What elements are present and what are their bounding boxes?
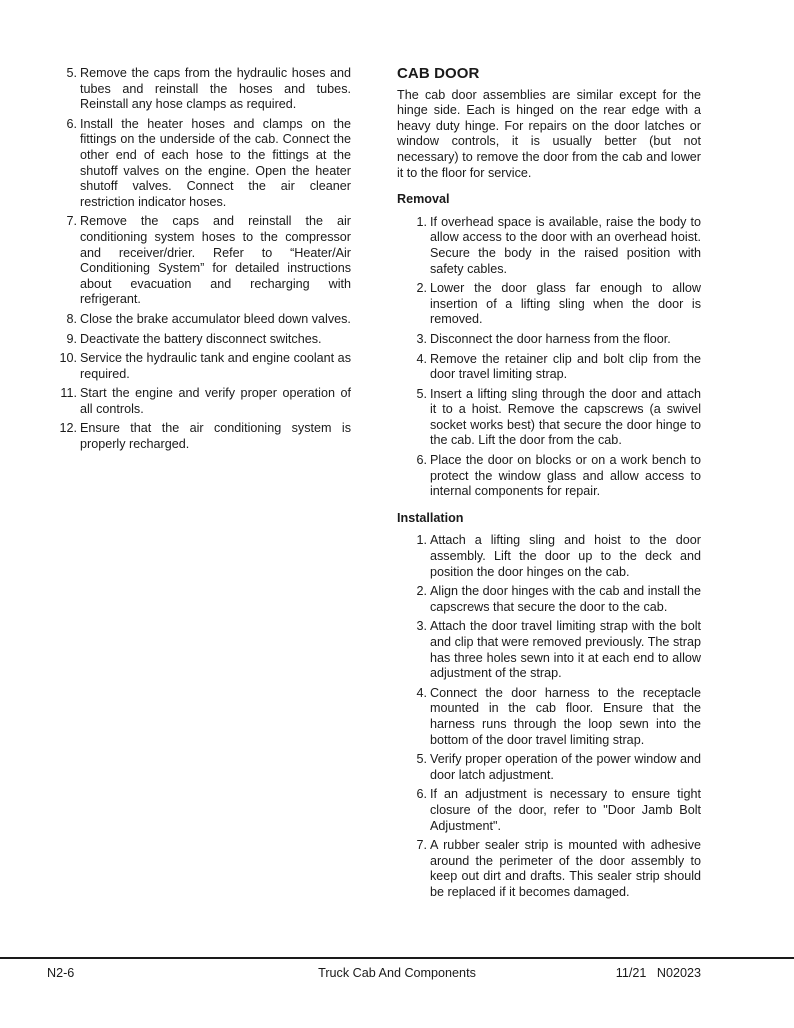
- step-text: Attach the door travel limiting strap with the bolt and clip that were removed previously. The strap has three holes sewn into it at each end to allow adjustment of the strap.: [430, 619, 701, 681]
- list-item: [397, 387, 701, 449]
- step-text: Install the heater hoses and clamps on the fittings on the underside of the cab. Connect the other end of each hose to the fittings at the shutoff valves on the engine. Open the heater shutoff valves. Connect the air cleaner restriction indicator hoses.: [80, 116, 351, 209]
- list-item: [397, 332, 701, 348]
- page-number: N2-6: [47, 966, 75, 980]
- step-text: Deactivate the battery disconnect switches.: [80, 331, 322, 346]
- list-item: [397, 281, 701, 328]
- step-number: 12.: [59, 421, 77, 436]
- step-text: Attach a lifting sling and hoist to the door assembly. Lift the door up to the deck and position the door hinges on the cab.: [430, 533, 701, 579]
- list-item: [55, 117, 351, 211]
- list-item: [55, 66, 351, 113]
- list-item: [397, 619, 701, 681]
- step-number: 1.: [416, 533, 427, 548]
- step-text: Lower the door glass far enough to allow insertion of a lifting sling when the door is removed.: [430, 281, 701, 327]
- footer-title: Truck Cab And Components: [318, 966, 476, 980]
- list-item: [55, 214, 351, 308]
- step-number: 7.: [66, 214, 77, 229]
- right-column: [397, 66, 701, 912]
- step-text: Remove the caps from the hydraulic hoses and tubes and reinstall the hoses and tubes. Reinstall any hose clamps as required.: [80, 66, 351, 112]
- step-text: If an adjustment is necessary to ensure tight closure of the door, refer to "Door Jamb Bolt Adjustment".: [430, 787, 701, 833]
- step-text: Disconnect the door harness from the floor.: [430, 331, 671, 346]
- list-item: [397, 533, 701, 580]
- step-text: Service the hydraulic tank and engine coolant as required.: [80, 351, 351, 381]
- list-item: [397, 752, 701, 783]
- step-number: 6.: [416, 453, 427, 468]
- list-item: [397, 352, 701, 383]
- step-text: Align the door hinges with the cab and install the capscrews that secure the door to the cab.: [430, 584, 701, 614]
- step-number: 3.: [416, 619, 427, 634]
- left-column: [55, 66, 351, 457]
- step-number: 11.: [60, 386, 77, 401]
- list-item: [397, 453, 701, 500]
- footer-doc-info: [616, 966, 701, 982]
- step-number: 6.: [66, 116, 77, 131]
- step-number: 8.: [66, 311, 77, 326]
- step-number: 2.: [416, 584, 427, 599]
- list-item: [55, 421, 351, 452]
- step-text: Remove the caps and reinstall the air conditioning system hoses to the compressor and receiver/drier. Refer to “Heater/Air Conditioning System” for detailed instructions about evacuation and recharging with refrigerant.: [80, 214, 351, 307]
- step-text: Ensure that the air conditioning system is properly recharged.: [80, 421, 351, 452]
- list-item: [55, 312, 351, 328]
- step-number: 6.: [416, 787, 427, 802]
- step-text: Close the brake accumulator bleed down valves.: [80, 311, 351, 326]
- list-item: [55, 351, 351, 382]
- list-item: [397, 787, 701, 834]
- footer-doc-id: N02023: [656, 966, 701, 980]
- step-number: 5.: [416, 752, 427, 767]
- step-text: If overhead space is available, raise the body to allow access to the door with an overhead hoist. Secure the body in the raised position with safety cables.: [430, 214, 701, 276]
- installation-steps-list: [397, 533, 701, 900]
- step-number: 5.: [416, 386, 427, 401]
- footer-date: 11/21: [615, 966, 647, 980]
- step-text: Start the engine and verify proper operation of all controls.: [80, 386, 351, 416]
- list-item: [397, 686, 701, 748]
- step-number: 9.: [66, 331, 77, 346]
- list-item: [55, 386, 351, 417]
- removal-steps-list: [397, 215, 701, 500]
- step-number: 4.: [416, 351, 427, 366]
- footer-divider: [0, 957, 794, 959]
- list-item: [55, 332, 351, 348]
- step-text: Remove the retainer clip and bolt clip from the door travel limiting strap.: [430, 351, 701, 382]
- intro-paragraph: The cab door assemblies are similar except for the hinge side. Each is hinged on the rear edge with a heavy duty hinge. For repairs on the door latches or window controls, it is usually better (but not necessary) to remove the door from the cab and lower it to the floor for service.: [397, 87, 701, 180]
- step-text: A rubber sealer strip is mounted with adhesive around the perimeter of the door assembly to keep out dirt and drafts. This sealer strip should be replaced if it becomes damaged.: [430, 838, 701, 899]
- step-number: 10.: [59, 351, 77, 366]
- removal-heading: Removal: [397, 192, 450, 207]
- list-item: [397, 838, 701, 900]
- step-number: 3.: [416, 331, 427, 346]
- left-steps-list: [55, 66, 351, 453]
- step-text: Connect the door harness to the receptacle mounted in the cab floor. Ensure that the harness runs through the loop sewn into the bottom of the door travel limiting strap.: [430, 685, 701, 747]
- step-number: 7.: [416, 838, 427, 853]
- list-item: [397, 584, 701, 615]
- step-number: 1.: [416, 214, 427, 229]
- step-number: 5.: [66, 66, 77, 80]
- installation-heading: Installation: [397, 510, 464, 525]
- step-number: 2.: [416, 281, 427, 296]
- step-text: Verify proper operation of the power window and door latch adjustment.: [430, 752, 701, 782]
- list-item: [397, 215, 701, 277]
- step-text: Insert a lifting sling through the door and attach it to a hoist. Remove the capscrews (a swivel socket works best) that secure the door hinge to the cab. Lift the door from the cab.: [430, 386, 701, 448]
- step-text: Place the door on blocks or on a work bench to protect the window glass and allow access to internal components for repair.: [430, 453, 701, 499]
- section-heading: CAB DOOR: [397, 65, 480, 82]
- step-number: 4.: [416, 685, 427, 700]
